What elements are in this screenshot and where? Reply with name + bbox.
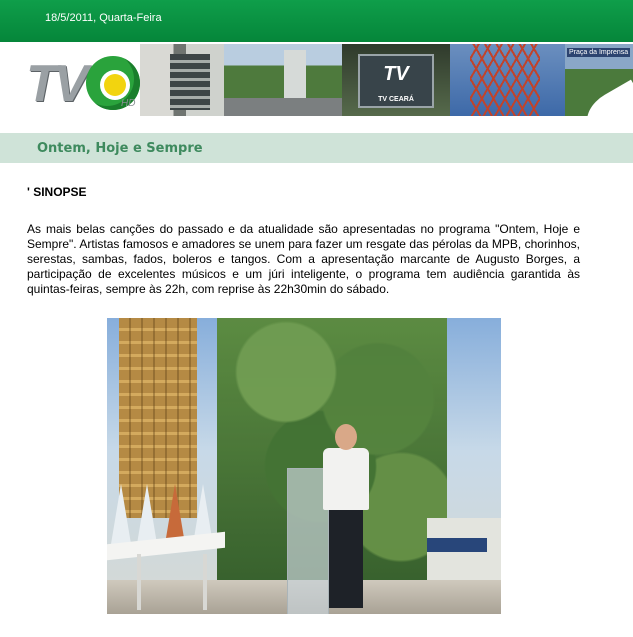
header-banner — [0, 42, 633, 118]
program-title: Ontem, Hoje e Sempre — [37, 141, 203, 156]
presenter-body — [323, 448, 369, 510]
section-heading-sinopse: ' SINOPSE — [27, 185, 87, 199]
top-bar — [0, 0, 633, 42]
banner-photo-antenna — [450, 44, 565, 116]
photo-backdrop-building — [427, 518, 501, 588]
banner-photo-building — [140, 44, 224, 116]
sign-logo-text: TV — [383, 63, 409, 85]
banner-photo-sign — [342, 44, 450, 116]
logo-text: TV — [26, 55, 85, 113]
program-photo — [107, 318, 501, 614]
date-label: 18/5/2011, Quarta-Feira — [45, 12, 162, 24]
tv-ceara-sign — [358, 54, 434, 108]
square-plaque: Praça da Imprensa — [569, 49, 629, 56]
presenter-legs — [329, 508, 363, 608]
tvc-logo[interactable] — [26, 50, 138, 112]
program-title-bar — [0, 133, 633, 163]
presenter-head — [335, 424, 357, 450]
logo-hd-label: HD — [121, 98, 136, 109]
program-description: As mais belas canções do passado e da atualidade são apresentadas no programa "Ontem, Hoje e Sempre". Artistas famosos e amadores se unem para fazer um resgate das pérolas da MPB, chorinhos, serestas, sambas, fados, boleros e tangos. Com a apresentação marcante de Augusto Borges, a participação de excelentes músicos e um júri inteligente, o programa tem audiência garantida às quintas-feiras, sempre às 22h, com reprise às 22h30min do sábado. — [27, 222, 580, 296]
sun-icon — [104, 74, 126, 96]
sign-caption: TV CEARÁ — [378, 96, 414, 103]
banner-photo-street — [224, 44, 342, 116]
